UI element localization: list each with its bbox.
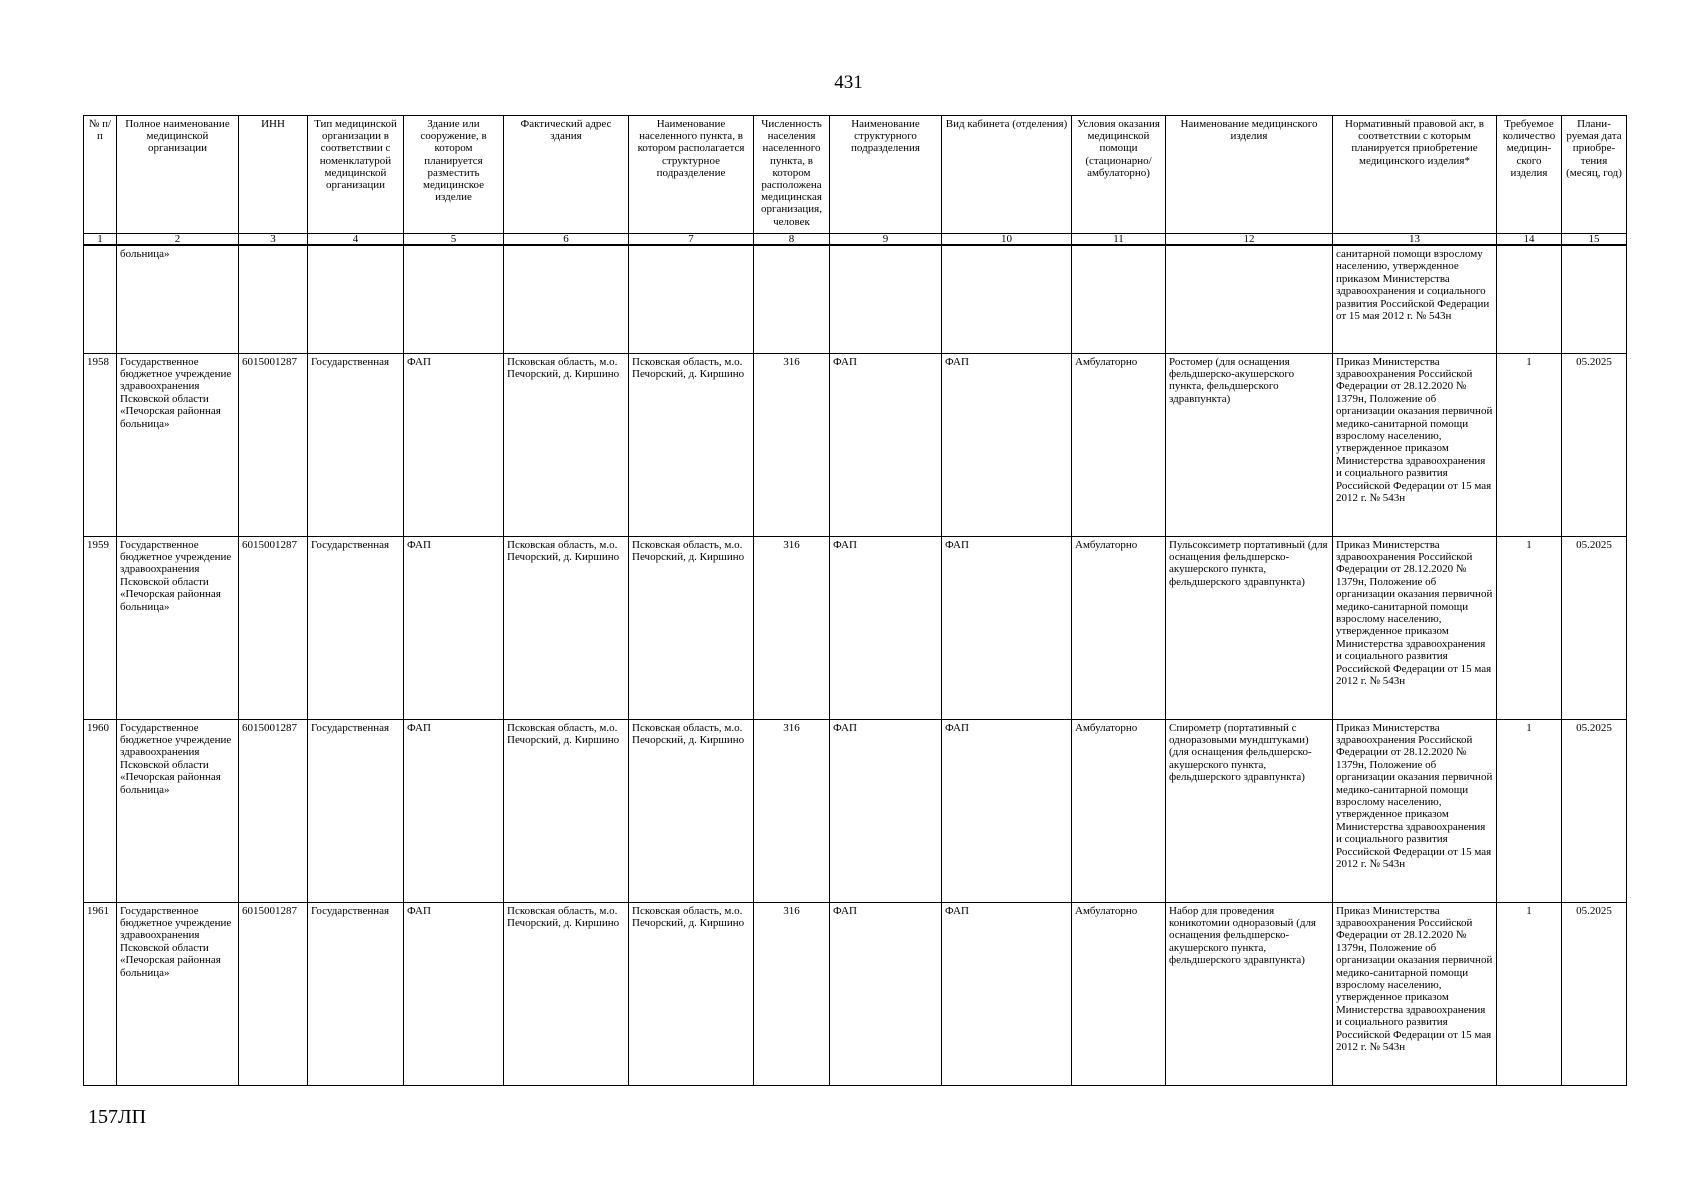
header-cell: Фактический адрес здания <box>504 116 629 234</box>
act-cell: Приказ Министерства здравоохранения Российской Федерации от 28.12.2020 № 1379н, Положение об организации оказания первичной медико-санитарной помощи взрослому населению, утвержденное приказом Министерства здравоохранения и социального развития Российской Федерации от 15 мая 2012 г. № 543н <box>1333 536 1497 719</box>
unit-cell: ФАП <box>830 719 942 902</box>
column-number: 5 <box>404 234 504 246</box>
header-cell: Полное наименование медицинской организации <box>117 116 239 234</box>
type-cell: Государственная <box>308 902 404 1085</box>
column-number: 12 <box>1166 234 1333 246</box>
column-number: 15 <box>1562 234 1627 246</box>
cabinet-cell: ФАП <box>942 536 1072 719</box>
row-number: 1958 <box>84 353 117 536</box>
building-cell: ФАП <box>404 902 504 1085</box>
org-cell: Государственное бюджетное учреждение здравоохранения Псковской области «Печорская районная больница» <box>117 719 239 902</box>
row-number: 1959 <box>84 536 117 719</box>
equipment-register-table <box>83 115 1627 1086</box>
address-cell: Псковская область, м.о. Печорский, д. Киршино <box>504 353 629 536</box>
table-row <box>84 902 1627 1085</box>
inn-cell: 6015001287 <box>239 902 308 1085</box>
date-cell: 05.2025 <box>1562 902 1627 1085</box>
row-number: 1961 <box>84 902 117 1085</box>
conditions-cell: Амбулаторно <box>1072 536 1166 719</box>
cabinet-cell: ФАП <box>942 719 1072 902</box>
date-cell: 05.2025 <box>1562 353 1627 536</box>
page-number: 431 <box>834 72 863 93</box>
column-number: 9 <box>830 234 942 246</box>
continued-org-cell: больница» <box>117 245 239 353</box>
device-cell: Пульсоксиметр портативный (для оснащения фельдшерско-акушерского пункта, фельдшерского здравпункта) <box>1166 536 1333 719</box>
inn-cell: 6015001287 <box>239 353 308 536</box>
type-cell: Государственная <box>308 719 404 902</box>
act-cell: Приказ Министерства здравоохранения Российской Федерации от 28.12.2020 № 1379н, Положение об организации оказания первичной медико-санитарной помощи взрослому населению, утвержденное приказом Министерства здравоохранения и социального развития Российской Федерации от 15 мая 2012 г. № 543н <box>1333 719 1497 902</box>
date-cell: 05.2025 <box>1562 719 1627 902</box>
continued-act-cell: санитарной помощи взрослому населению, утвержденное приказом Министерства здравоохранения и социального развития Российской Федерации от 15 мая 2012 г. № 543н <box>1333 245 1497 353</box>
quantity-cell: 1 <box>1497 902 1562 1085</box>
header-cell: Численность населения населенного пункта, в котором расположена медицинская организация, человек <box>754 116 830 234</box>
inn-cell: 6015001287 <box>239 536 308 719</box>
inn-cell: 6015001287 <box>239 719 308 902</box>
device-cell: Набор для проведения коникотомии одноразовый (для оснащения фельдшерско-акушерского пункта, фельдшерского здравпункта) <box>1166 902 1333 1085</box>
column-number: 7 <box>629 234 754 246</box>
header-cell: Наименование структурного подразделения <box>830 116 942 234</box>
quantity-cell: 1 <box>1497 536 1562 719</box>
building-cell: ФАП <box>404 536 504 719</box>
table-row <box>84 536 1627 719</box>
population-cell: 316 <box>754 353 830 536</box>
header-cell: Тип медицинской организации в соответствии с номенклатурой медицинской организации <box>308 116 404 234</box>
column-number: 10 <box>942 234 1072 246</box>
column-number: 2 <box>117 234 239 246</box>
column-number: 14 <box>1497 234 1562 246</box>
header-cell: Наименование медицинского изделия <box>1166 116 1333 234</box>
locality-cell: Псковская область, м.о. Печорский, д. Киршино <box>629 353 754 536</box>
population-cell: 316 <box>754 902 830 1085</box>
table-row <box>84 719 1627 902</box>
locality-cell: Псковская область, м.о. Печорский, д. Киршино <box>629 536 754 719</box>
column-number: 11 <box>1072 234 1166 246</box>
continuation-row <box>84 245 1627 353</box>
device-cell: Ростомер (для оснащения фельдшерско-акушерского пункта, фельдшерского здравпункта) <box>1166 353 1333 536</box>
address-cell: Псковская область, м.о. Печорский, д. Киршино <box>504 536 629 719</box>
org-cell: Государственное бюджетное учреждение здравоохранения Псковской области «Печорская районная больница» <box>117 353 239 536</box>
conditions-cell: Амбулаторно <box>1072 353 1166 536</box>
header-cell: Наименование населенного пункта, в котором располагается структурное подразделение <box>629 116 754 234</box>
header-cell: Здание или сооружение, в котором планируется разместить медицинское изделие <box>404 116 504 234</box>
locality-cell: Псковская область, м.о. Печорский, д. Киршино <box>629 902 754 1085</box>
header-cell: Нормативный правовой акт, в соответствии с которым планируется приобретение медицинского изделия* <box>1333 116 1497 234</box>
column-number: 6 <box>504 234 629 246</box>
org-cell: Государственное бюджетное учреждение здравоохранения Псковской области «Печорская районная больница» <box>117 536 239 719</box>
column-number: 8 <box>754 234 830 246</box>
population-cell: 316 <box>754 719 830 902</box>
org-cell: Государственное бюджетное учреждение здравоохранения Псковской области «Печорская районная больница» <box>117 902 239 1085</box>
document-code: 157ЛП <box>88 1106 147 1128</box>
unit-cell: ФАП <box>830 536 942 719</box>
row-number: 1960 <box>84 719 117 902</box>
building-cell: ФАП <box>404 353 504 536</box>
unit-cell: ФАП <box>830 353 942 536</box>
locality-cell: Псковская область, м.о. Печорский, д. Киршино <box>629 719 754 902</box>
header-cell: Вид кабинета (отделения) <box>942 116 1072 234</box>
type-cell: Государственная <box>308 536 404 719</box>
act-cell: Приказ Министерства здравоохранения Российской Федерации от 28.12.2020 № 1379н, Положение об организации оказания первичной медико-санитарной помощи взрослому населению, утвержденное приказом Министерства здравоохранения и социального развития Российской Федерации от 15 мая 2012 г. № 543н <box>1333 353 1497 536</box>
conditions-cell: Амбулаторно <box>1072 719 1166 902</box>
header-cell: Требуемое количество медицин-ского изделия <box>1497 116 1562 234</box>
column-number: 3 <box>239 234 308 246</box>
date-cell: 05.2025 <box>1562 536 1627 719</box>
address-cell: Псковская область, м.о. Печорский, д. Киршино <box>504 719 629 902</box>
column-number: 13 <box>1333 234 1497 246</box>
header-cell: ИНН <box>239 116 308 234</box>
device-cell: Спирометр (портативный с одноразовыми мундштуками) (для оснащения фельдшерско-акушерского пункта, фельдшерского здравпункта) <box>1166 719 1333 902</box>
cabinet-cell: ФАП <box>942 902 1072 1085</box>
population-cell: 316 <box>754 536 830 719</box>
unit-cell: ФАП <box>830 902 942 1085</box>
header-cell: Условия оказания медицинской помощи (стационарно/ амбулаторно) <box>1072 116 1166 234</box>
type-cell: Государственная <box>308 353 404 536</box>
table-header-row <box>84 116 1627 234</box>
cabinet-cell: ФАП <box>942 353 1072 536</box>
header-cell: № п/п <box>84 116 117 234</box>
column-number: 1 <box>84 234 117 246</box>
act-cell: Приказ Министерства здравоохранения Российской Федерации от 28.12.2020 № 1379н, Положение об организации оказания первичной медико-санитарной помощи взрослому населению, утвержденное приказом Министерства здравоохранения и социального развития Российской Федерации от 15 мая 2012 г. № 543н <box>1333 902 1497 1085</box>
building-cell: ФАП <box>404 719 504 902</box>
conditions-cell: Амбулаторно <box>1072 902 1166 1085</box>
quantity-cell: 1 <box>1497 353 1562 536</box>
table-row <box>84 353 1627 536</box>
column-number: 4 <box>308 234 404 246</box>
column-number-row <box>84 234 1627 246</box>
header-cell: Плани-руемая дата приобре-тения (месяц, год) <box>1562 116 1627 234</box>
quantity-cell: 1 <box>1497 719 1562 902</box>
address-cell: Псковская область, м.о. Печорский, д. Киршино <box>504 902 629 1085</box>
